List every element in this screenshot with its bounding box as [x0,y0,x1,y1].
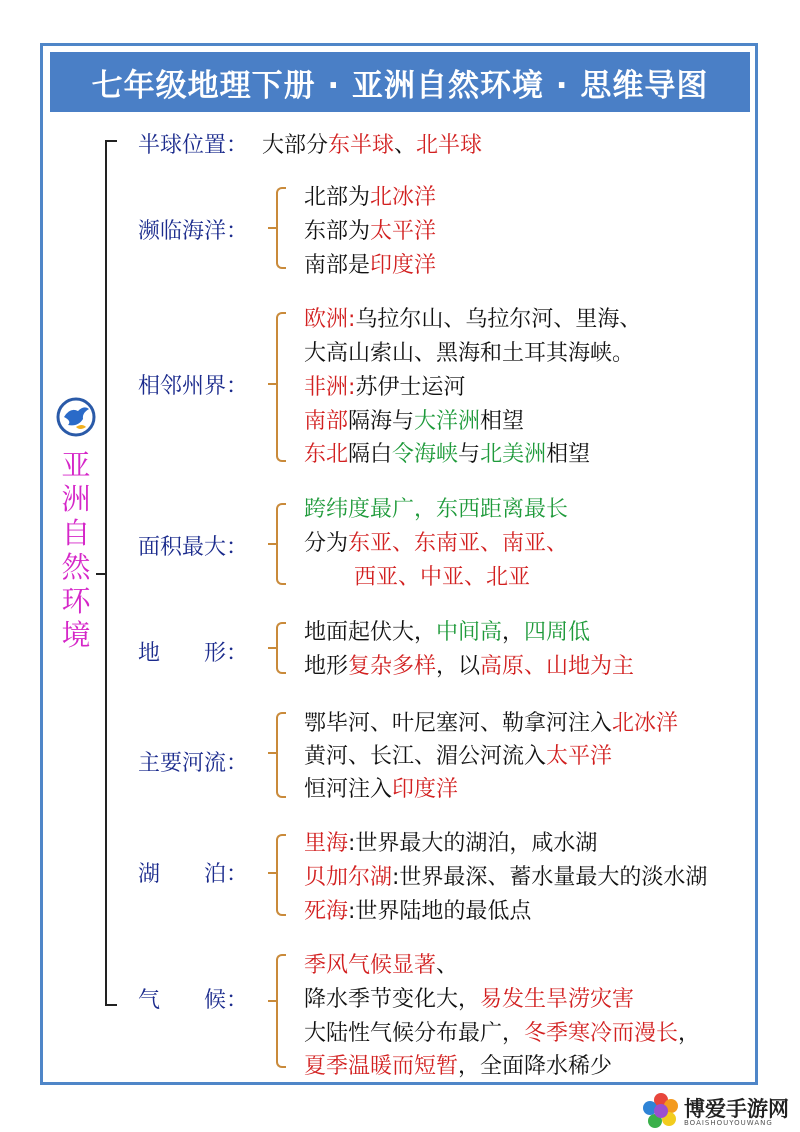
borders-brace [276,312,286,462]
category-climate: 气 候： [138,988,249,1013]
center-topic: 亚洲自然环境 [61,448,91,652]
climate-line-3: 大陆性气候分布最广，冬季寒冷而漫长， [304,1021,701,1046]
borders-line-5: 东北隔白令海峡与北美洲相望 [304,442,591,467]
rivers-line-1: 鄂毕河、叶尼塞河、勒拿河注入北冰洋 [304,711,679,736]
climate-brace-tick [268,1000,276,1002]
hemisphere-line: 大部分东半球、北半球 [262,133,483,158]
category-oceans: 濒临海洋： [138,219,249,244]
lakes-line-1: 里海:世界最大的湖泊，咸水湖 [304,831,598,856]
category-hemisphere: 半球位置： [138,133,249,158]
category-lakes: 湖 泊： [138,862,249,887]
lakes-brace-tick [268,872,276,874]
rivers-line-2: 黄河、长江、湄公河流入太平洋 [304,744,613,769]
borders-line-1: 欧洲:乌拉尔山、乌拉尔河、里海、 [304,307,642,332]
oceans-line-3: 南部是印度洋 [304,253,437,278]
climate-line-2: 降水季节变化大，易发生旱涝灾害 [304,987,635,1012]
climate-line-4: 夏季温暖而短暂，全面降水稀少 [304,1054,613,1079]
terrain-line-1: 地面起伏大，中间高，四周低 [304,620,591,645]
borders-line-3: 非洲:苏伊士运河 [304,375,466,400]
rivers-brace [276,712,286,798]
oceans-brace-tick [268,227,276,229]
terrain-line-2: 地形复杂多样，以高原、山地为主 [304,654,635,679]
borders-line-2: 大高山索山、黑海和土耳其海峡。 [304,341,635,366]
oceans-line-2: 东部为太平洋 [304,219,437,244]
dove-icon [56,397,96,437]
area-brace [276,503,286,585]
climate-brace [276,954,286,1068]
area-brace-tick [268,543,276,545]
borders-line-4: 南部隔海与大洋洲相望 [304,409,525,434]
area-line-3: 西亚、中亚、北亚 [354,565,531,590]
category-area: 面积最大： [138,535,249,560]
rivers-line-3: 恒河注入印度洋 [304,777,459,802]
lakes-brace [276,834,286,916]
terrain-brace-tick [268,647,276,649]
terrain-brace [276,622,286,674]
oceans-line-1: 北部为北冰洋 [304,185,437,210]
oceans-brace [276,187,286,269]
lakes-line-3: 死海:世界陆地的最低点 [304,899,532,924]
area-line-1: 跨纬度最广，东西距离最长 [304,497,569,522]
main-brace-tick [96,573,106,575]
category-terrain: 地 形： [138,641,249,666]
borders-brace-tick [268,383,276,385]
watermark-name: 博爱手游网 [684,1097,789,1121]
flower-logo-icon [642,1092,680,1130]
rivers-brace-tick [268,752,276,754]
main-brace [105,140,117,1006]
area-line-2: 分为东亚、东南亚、南亚、 [304,531,569,556]
category-borders: 相邻州界： [138,374,249,399]
watermark-subtitle: BOAISHOUYOUWANG [684,1119,773,1127]
page-title: 七年级地理下册 · 亚洲自然环境 · 思维导图 [50,52,750,112]
category-rivers: 主要河流： [138,751,249,776]
lakes-line-2: 贝加尔湖:世界最深、蓄水量最大的淡水湖 [304,865,708,890]
climate-line-1: 季风气候显著、 [304,953,459,978]
